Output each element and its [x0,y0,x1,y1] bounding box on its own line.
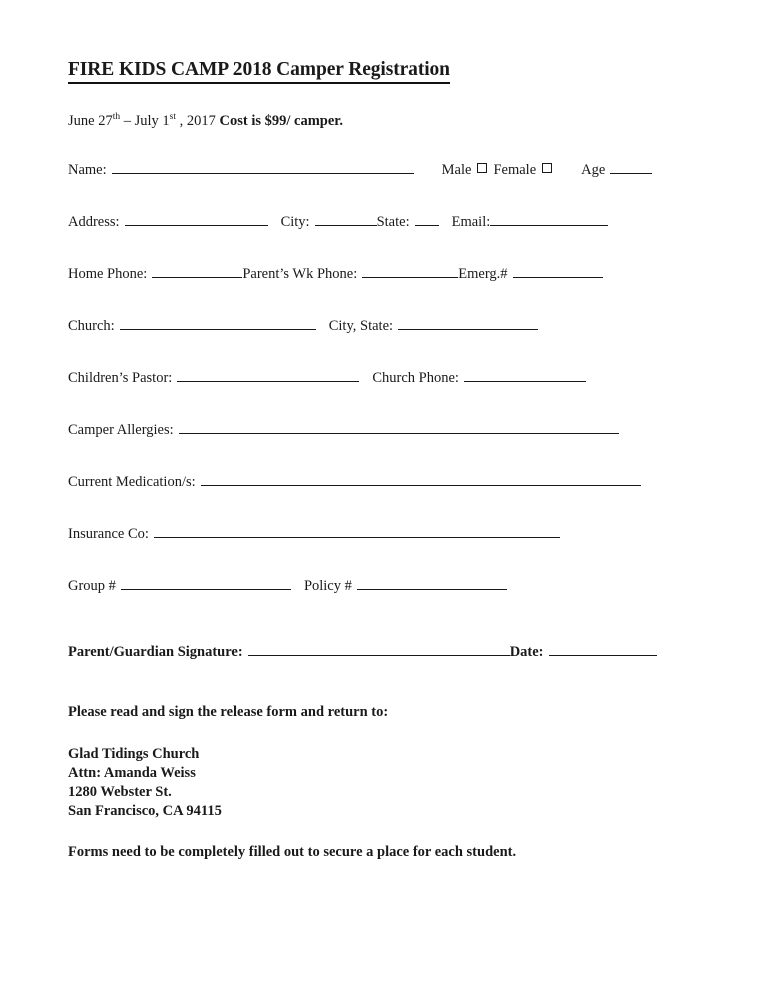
age-input-blank[interactable] [610,161,652,174]
insurance-company-label: Insurance Co: [68,526,149,543]
address-line-organization: Glad Tidings Church [68,745,200,762]
church-city-state-input-blank[interactable] [398,317,538,330]
church-label: Church: [68,318,115,335]
city-label: City: [280,214,310,231]
church-phone-label: Church Phone: [372,370,459,387]
church-input-blank[interactable] [120,317,316,330]
document-body [68,58,710,863]
email-input-blank[interactable] [490,213,608,226]
male-checkbox[interactable] [477,163,487,173]
row-group-policy [68,577,710,629]
signature-label: Parent/Guardian Signature: [68,644,243,661]
childrens-pastor-input-blank[interactable] [177,369,359,382]
row-camper-allergies [68,421,710,473]
row-phones [68,265,710,317]
group-number-label: Group # [68,578,116,595]
parents-wk-phone-label: Parent’s Wk Phone: [242,266,358,283]
row-current-medication [68,473,710,525]
completion-note: Forms need to be completely filled out to secure a place for each student. [68,844,517,861]
emergency-number-label: Emerg.# [458,266,508,283]
row-church-city-state [68,317,710,369]
form-fields [68,161,710,629]
camp-year: , 2017 [176,113,220,130]
home-phone-label: Home Phone: [68,266,148,283]
row-name-gender-age [68,161,710,213]
age-label: Age [581,162,606,179]
address-line-street: 1280 Webster St. [68,784,172,801]
camp-cost: Cost is $99/ camper. [219,113,344,130]
name-label: Name: [68,162,107,179]
camper-allergies-label: Camper Allergies: [68,422,174,439]
policy-number-label: Policy # [303,578,352,595]
home-phone-input-blank[interactable] [152,265,242,278]
insurance-company-input-blank[interactable] [154,525,560,538]
date-label: Date: [509,644,544,661]
female-checkbox[interactable] [542,163,552,173]
state-label: State: [376,214,410,231]
camper-allergies-input-blank[interactable] [179,421,619,434]
camp-start-date-ordinal: th [112,112,121,123]
row-signature-date [68,643,710,661]
email-label: Email: [451,214,491,231]
row-address-city-state-email [68,213,710,265]
city-input-blank[interactable] [315,213,377,226]
parents-wk-phone-input-blank[interactable] [362,265,458,278]
address-line-city-state-zip: San Francisco, CA 94115 [68,803,222,820]
current-medication-label: Current Medication/s: [68,474,196,491]
camp-start-date: June 27 [68,113,113,130]
policy-number-input-blank[interactable] [357,577,507,590]
address-input-blank[interactable] [125,213,268,226]
church-phone-input-blank[interactable] [464,369,586,382]
date-input-blank[interactable] [549,643,657,656]
signature-input-blank[interactable] [248,643,510,656]
row-pastor-church-phone [68,369,710,421]
name-input-blank[interactable] [112,161,414,174]
row-insurance-company [68,525,710,577]
camp-end-date-ordinal: st [169,112,176,123]
closing-block [68,703,710,863]
camp-date-cost-line [68,112,710,131]
address-label: Address: [68,214,120,231]
church-city-state-label: City, State: [328,318,394,335]
male-label: Male [441,162,472,179]
state-input-blank[interactable] [415,213,439,226]
return-instruction: Please read and sign the release form and return to: [68,704,389,721]
childrens-pastor-label: Children’s Pastor: [68,370,173,387]
address-line-attention: Attn: Amanda Weiss [68,765,196,782]
emergency-number-input-blank[interactable] [513,265,603,278]
date-range-dash: – [120,113,135,130]
female-label: Female [493,162,537,179]
current-medication-input-blank[interactable] [201,473,641,486]
return-address-block [68,745,710,822]
camp-end-date: July 1 [134,113,170,130]
page-title: FIRE KIDS CAMP 2018 Camper Registration [68,58,450,84]
group-number-input-blank[interactable] [121,577,291,590]
